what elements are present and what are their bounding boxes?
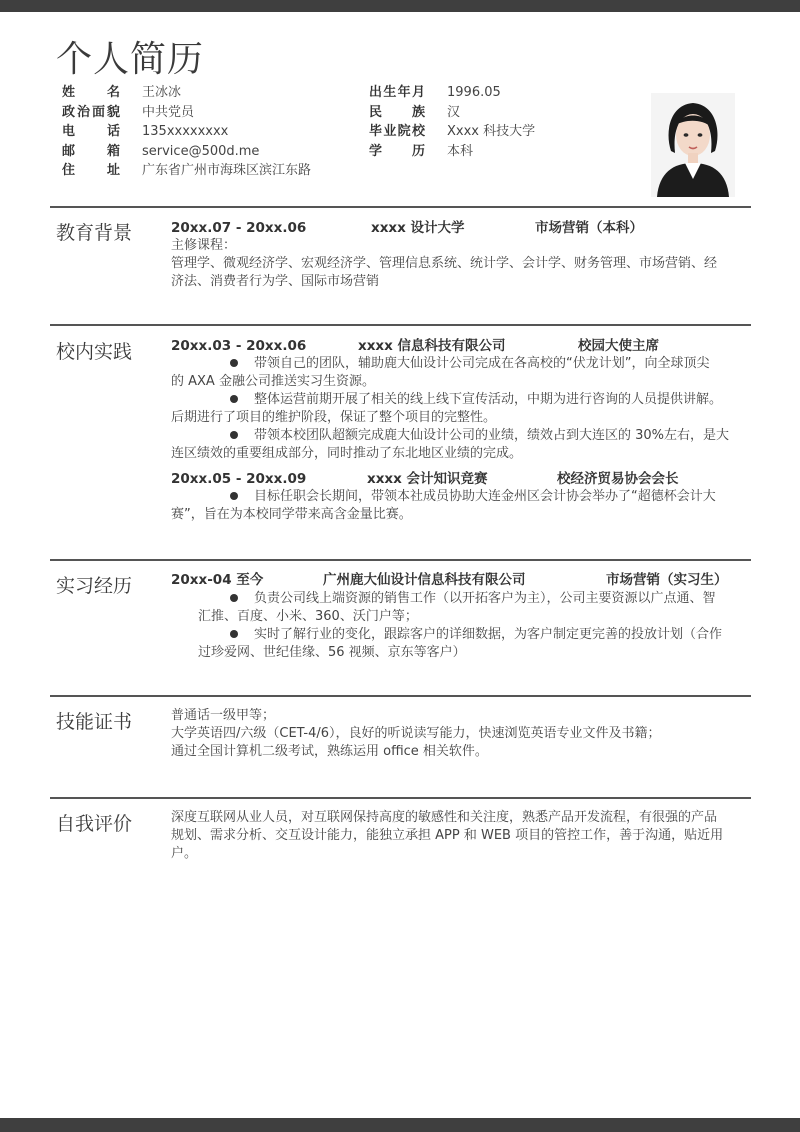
section-title-campus: 校内实践 — [56, 341, 133, 363]
personal-info-left — [62, 83, 311, 181]
campus-entry-date: 20xx.05 - 20xx.09 — [171, 471, 307, 487]
self-line: 深度互联网从业人员，对互联网保持高度的敏感性和关注度，熟悉产品开发流程，有很强的产品 — [171, 810, 718, 825]
info-label: 学历 — [369, 143, 425, 159]
profile-photo — [651, 93, 735, 197]
section-title-skills: 技能证书 — [56, 711, 133, 733]
info-value: service@500d.me — [142, 143, 260, 159]
bullet-icon — [230, 359, 238, 367]
education-school: xxxx 设计大学 — [371, 220, 465, 236]
campus-line: 连区绩效的重要组成部分，同时推动了东北地区业绩的完成。 — [171, 446, 523, 461]
skills-line: 普通话一级甲等； — [171, 708, 276, 723]
info-row-degree — [369, 142, 535, 162]
education-line: 管理学、微观经济学、宏观经济学、管理信息系统、统计学、会计学、财务管理、市场营销、经 — [171, 256, 718, 271]
internship-date: 20xx-04 至今 — [171, 572, 264, 588]
bullet-icon — [230, 431, 238, 439]
info-label: 姓名 — [62, 85, 120, 100]
campus-entry-date: 20xx.03 - 20xx.06 — [171, 338, 307, 354]
info-label: 邮箱 — [62, 143, 120, 159]
section-divider — [50, 324, 751, 326]
section-divider — [50, 206, 751, 208]
bullet-icon — [230, 492, 238, 500]
info-label: 毕业院校 — [369, 124, 425, 139]
info-value: 135xxxxxxxx — [142, 124, 229, 139]
section-title-education: 教育背景 — [56, 222, 133, 244]
campus-entry-org: xxxx 信息科技有限公司 — [358, 338, 506, 354]
campus-line-text: 目标任职会长期间，带领本社成员协助大连金州区会计协会举办了“超德杯会计大 — [254, 489, 716, 504]
portrait-icon — [651, 93, 735, 197]
info-value: 1996.05 — [447, 85, 501, 100]
internship-line-text: 实时了解行业的变化，跟踪客户的详细数据，为客户制定更完善的投放计划（合作 — [254, 627, 723, 642]
bullet-icon — [230, 594, 238, 602]
info-label: 政治面貌 — [62, 104, 120, 120]
campus-line-text: 带领自己的团队，辅助鹿大仙设计公司完成在各高校的“伏龙计划”，向全球顶尖 — [254, 356, 710, 371]
campus-line-text: 整体运营前期开展了相关的线上线下宣传活动，中期为进行咨询的人员提供讲解。 — [254, 392, 723, 407]
page-title: 个人简历 — [56, 39, 205, 80]
info-value: 王冰冰 — [142, 85, 182, 100]
info-row-school — [369, 122, 535, 142]
internship-line: 过珍爱网、世纪佳缘、56 视频、京东等客户） — [198, 645, 466, 660]
internship-line-text: 负责公司线上端资源的销售工作（以开拓客户为主），公司主要资源以广点通、智 — [254, 591, 716, 606]
campus-bullet-line — [230, 355, 709, 373]
education-line: 主修课程： — [171, 238, 237, 253]
info-label: 民族 — [369, 104, 425, 120]
education-line: 济法、消费者行为学、国际市场营销 — [171, 274, 380, 289]
section-title-self: 自我评价 — [56, 813, 133, 835]
campus-entry-org: xxxx 会计知识竞赛 — [367, 471, 488, 487]
info-row-phone — [62, 122, 311, 142]
bullet-icon — [230, 395, 238, 403]
info-value: Xxxx 科技大学 — [447, 124, 536, 139]
info-label: 住址 — [62, 163, 120, 178]
internship-bullet-line — [230, 626, 722, 644]
info-row-political — [62, 103, 311, 123]
info-row-birth — [369, 83, 535, 103]
internship-role: 市场营销（实习生） — [606, 572, 728, 588]
bottom-bar — [0, 1118, 800, 1132]
campus-bullet-line — [230, 427, 729, 445]
internship-company: 广州鹿大仙设计信息科技有限公司 — [323, 572, 526, 588]
self-line: 规划、需求分析、交互设计能力，能独立承担 APP 和 WEB 项目的管控工作，善于沟通，贴近用 — [171, 828, 724, 843]
personal-info-right — [369, 83, 535, 161]
section-divider — [50, 695, 751, 697]
campus-bullet-line — [230, 391, 722, 409]
internship-bullet-line — [230, 590, 716, 608]
top-bar — [0, 0, 800, 12]
info-value: 汉 — [447, 104, 461, 120]
info-value: 本科 — [447, 143, 474, 159]
skills-line: 通过全国计算机二级考试，熟练运用 office 相关软件。 — [171, 744, 488, 759]
campus-line-text: 带领本校团队超额完成鹿大仙设计公司的业绩，绩效占到大连区的 30%左右，是大 — [254, 428, 730, 443]
internship-line: 汇推、百度、小米、360、沃门户等； — [198, 609, 418, 624]
education-major: 市场营销（本科） — [535, 220, 643, 236]
info-row-ethnicity — [369, 103, 535, 123]
campus-entry-role: 校经济贸易协会会长 — [557, 471, 679, 487]
info-row-email — [62, 142, 311, 162]
campus-line: 后期进行了项目的维护阶段，保证了整个项目的完整性。 — [171, 410, 497, 425]
campus-entry-role: 校园大使主席 — [578, 338, 659, 354]
section-title-internship: 实习经历 — [56, 575, 133, 597]
campus-line: 的 AXA 金融公司推送实习生资源。 — [171, 374, 375, 389]
info-row-address — [62, 161, 311, 181]
self-line: 户。 — [171, 846, 198, 861]
info-value: 中共党员 — [142, 104, 195, 120]
campus-bullet-line — [230, 488, 716, 506]
bullet-icon — [230, 630, 238, 638]
campus-line: 赛”，旨在为本校同学带来高含金量比赛。 — [171, 507, 412, 522]
section-divider — [50, 797, 751, 799]
info-label: 电话 — [62, 124, 120, 139]
info-value: 广东省广州市海珠区滨江东路 — [142, 163, 312, 178]
skills-line: 大学英语四/六级（CET-4/6），良好的听说读写能力，快速浏览英语专业文件及书籍； — [171, 726, 661, 741]
section-divider — [50, 559, 751, 561]
info-label: 出生年月 — [369, 85, 425, 100]
info-row-name — [62, 83, 311, 103]
education-date: 20xx.07 - 20xx.06 — [171, 220, 307, 236]
